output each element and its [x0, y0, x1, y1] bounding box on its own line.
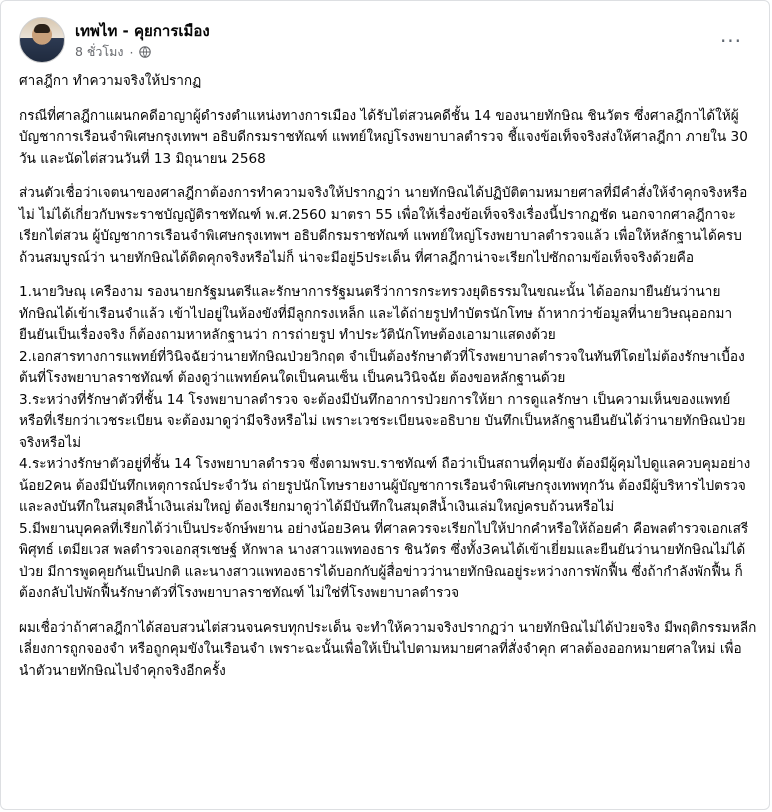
post-meta	[75, 42, 151, 62]
post-title: ศาลฎีกา ทำความจริงให้ปรากฏ	[19, 73, 202, 89]
more-options-button[interactable]	[713, 23, 749, 59]
post-time[interactable]: 8 ชั่วโมง	[75, 44, 124, 59]
avatar[interactable]	[19, 17, 65, 63]
list-item: 2.เอกสารทางการแพทย์ที่วินิจฉัยว่านายทักษิณป่วยวิกฤต จำเป็นต้องรักษาตัวที่โรงพยาบาลตำรวจในทันทีโดยไม่ต้องรักษาเบื้องต้นที่โรงพยาบาลราชทัณฑ์ ต้องดูว่าแพทย์คนใดเป็นคนเซ็น เป็นคนวินิจฉัย ต้องขอหลักฐานด้วย	[19, 348, 745, 386]
paragraph: กรณีที่ศาลฎีกาแผนกคดีอาญาผู้ดำรงตำแหน่งทางการเมือง ได้รับไต่สวนคดีชั้น 14 ของนายทักษิณ ชินวัตร ซึ่งศาลฎีกาได้ให้ผู้บัญชาการเรือนจำพิเศษกรุงเทพฯ อธิบดีกรมราชทัณฑ์ แพทย์ใหญ่โรงพยาบาลตำรวจ ชี้แจงข้อเท็จจริงส่งให้ศาลฎีกา ภายใน 30 วัน และนัดไต่สวนวันที่ 13 มิถุนายน 2568	[19, 107, 748, 167]
post-header	[19, 15, 755, 65]
globe-icon	[139, 46, 151, 58]
page-name[interactable]: เทพไท - คุยการเมือง	[75, 22, 210, 40]
list-item: 1.นายวิษณุ เครืองาม รองนายกรัฐมนตรีและรักษาการรัฐมนตรีว่าการกระทรวงยุติธรรมในขณะนั้น ได้ออกมายืนยันว่านายทักษิณได้เข้าเรือนจำแล้ว เข้าไปอยู่ในห้องขังที่มีลูกกรงเหล็ก และได้ถ่ายรูปทำบัตรนักโทษ ถ้าหากว่าข้อมูลที่นายวิษณุออกมายืนยันเป็นเรื่องจริง ก็ต้องถามหาหลักฐานว่า การถ่ายรูป ทำประวัตินักโทษต้องเอามาแสดงด้วย	[19, 284, 733, 343]
list-item: 4.ระหว่างรักษาตัวอยู่ที่ชั้น 14 โรงพยาบาลตำรวจ ซึ่งตามพรบ.ราชทัณฑ์ ถือว่าเป็นสถานที่คุมขัง ต้องมีผู้คุมไปดูแลควบคุมอย่างน้อย2คน ต้องมีบันทึกเหตุการณ์ประจำวัน ถ่ายรูปนักโทษรายงานผู้บัญชาการเรือนจำพิเศษกรุงเทพทุกวัน ต้องมีผู้บริหารไปตรวจและลงบันทึกในสมุดสีน้ำเงินเล่มใหญ่ ต้องเรียกมาดูว่าได้มีบันทึกในสมุดสีน้ำเงินเล่มใหญ่ครบถ้วนหรือไม่	[19, 456, 751, 515]
post-body	[19, 71, 757, 695]
conclusion: ผมเชื่อว่าถ้าศาลฎีกาได้สอบสวนไต่สวนจนครบทุกประเด็น จะทำให้ความจริงปรากฏว่า นายทักษิณไม่ได้ป่วยจริง มีพฤติกรรมหลีกเลี่ยงการถูกจองจำ หรือถูกคุมขังในเรือนจำ เพราะฉะนั้นเพื่อให้เป็นไปตามหมายศาลที่สั่งจำคุก ศาลต้องออกหมายศาลใหม่ เพื่อนำตัวนายทักษิณไปจำคุกจริงอีกครั้ง	[19, 619, 757, 679]
list-item: 5.มีพยานบุคคลที่เรียกได้ว่าเป็นประจักษ์พยาน อย่างน้อย3คน ที่ศาลควรจะเรียกไปให้ปากคำหรือให้ถ้อยคำ คือพลตำรวจเอกเสรีพิศุทธ์ เตมียเวส พลตำรวจเอกสุรเชษฐ์ หักพาล นางสาวแพทองธาร ชินวัตร ซึ่งทั้ง3คนได้เข้าเยี่ยมและยืนยันว่านายทักษิณไม่ได้ป่วย มีการพูดคุยกันเป็นปกติ และนางสาวแพทองธารได้บอกกับผู้สื่อข่าวว่านายทักษิณอยู่ระหว่างการพักฟื้น ซึ่งถ้ากำลังพักฟื้น ก็ต้องกลับไปพักฟื้นรักษาตัวที่โรงพยาบาลราชทัณฑ์ ไม่ใช่ที่โรงพยาบาลตำรวจ	[19, 520, 749, 601]
more-icon: ···	[719, 29, 743, 53]
paragraph: ส่วนตัวเชื่อว่าเจตนาของศาลฎีกาต้องการทำความจริงให้ปรากฏว่า นายทักษิณได้ปฏิบัติตามหมายศาลที่มีคำสั่งให้จำคุกจริงหรือไม่ ไม่ได้เกี่ยวกับพระราชบัญญัติราชทัณฑ์ พ.ศ.2560 มาตรา 55 เพื่อให้เรื่องข้อเท็จจริงเรื่องนี้ปรากฏชัด นอกจากศาลฎีกาจะเรียกไต่สวน ผู้บัญชาการเรือนจำพิเศษกรุงเทพฯ อธิบดีกรมราชทัณฑ์ แพทย์ใหญ่โรงพยาบาลตำรวจแล้ว เพื่อให้หลักฐานได้ครบถ้วนสมบูรณ์ว่า นายทักษิณได้ติดคุกจริงหรือไม่ก็ น่าจะมีอยู่5ประเด็น ที่ศาลฎีกาน่าจะเรียกไปซักถามข้อเท็จจริงด้วยคือ	[19, 185, 748, 266]
list-item: 3.ระหว่างที่รักษาตัวที่ชั้น 14 โรงพยาบาลตำรวจ จะต้องมีบันทึกอาการป่วยการให้ยา การดูแลรักษา เป็นความเห็นของแพทย์ หรือที่เรียกว่าเวชระเบียน จะต้องมาดูว่ามีจริงหรือไม่ เพราะเวชระเบียนจะอธิบาย บันทึกเป็นหลักฐานยืนยันได้ว่านายทักษิณป่วยจริงหรือไม่	[19, 391, 746, 451]
points-list	[19, 282, 757, 605]
dot-separator: ·	[129, 44, 134, 60]
